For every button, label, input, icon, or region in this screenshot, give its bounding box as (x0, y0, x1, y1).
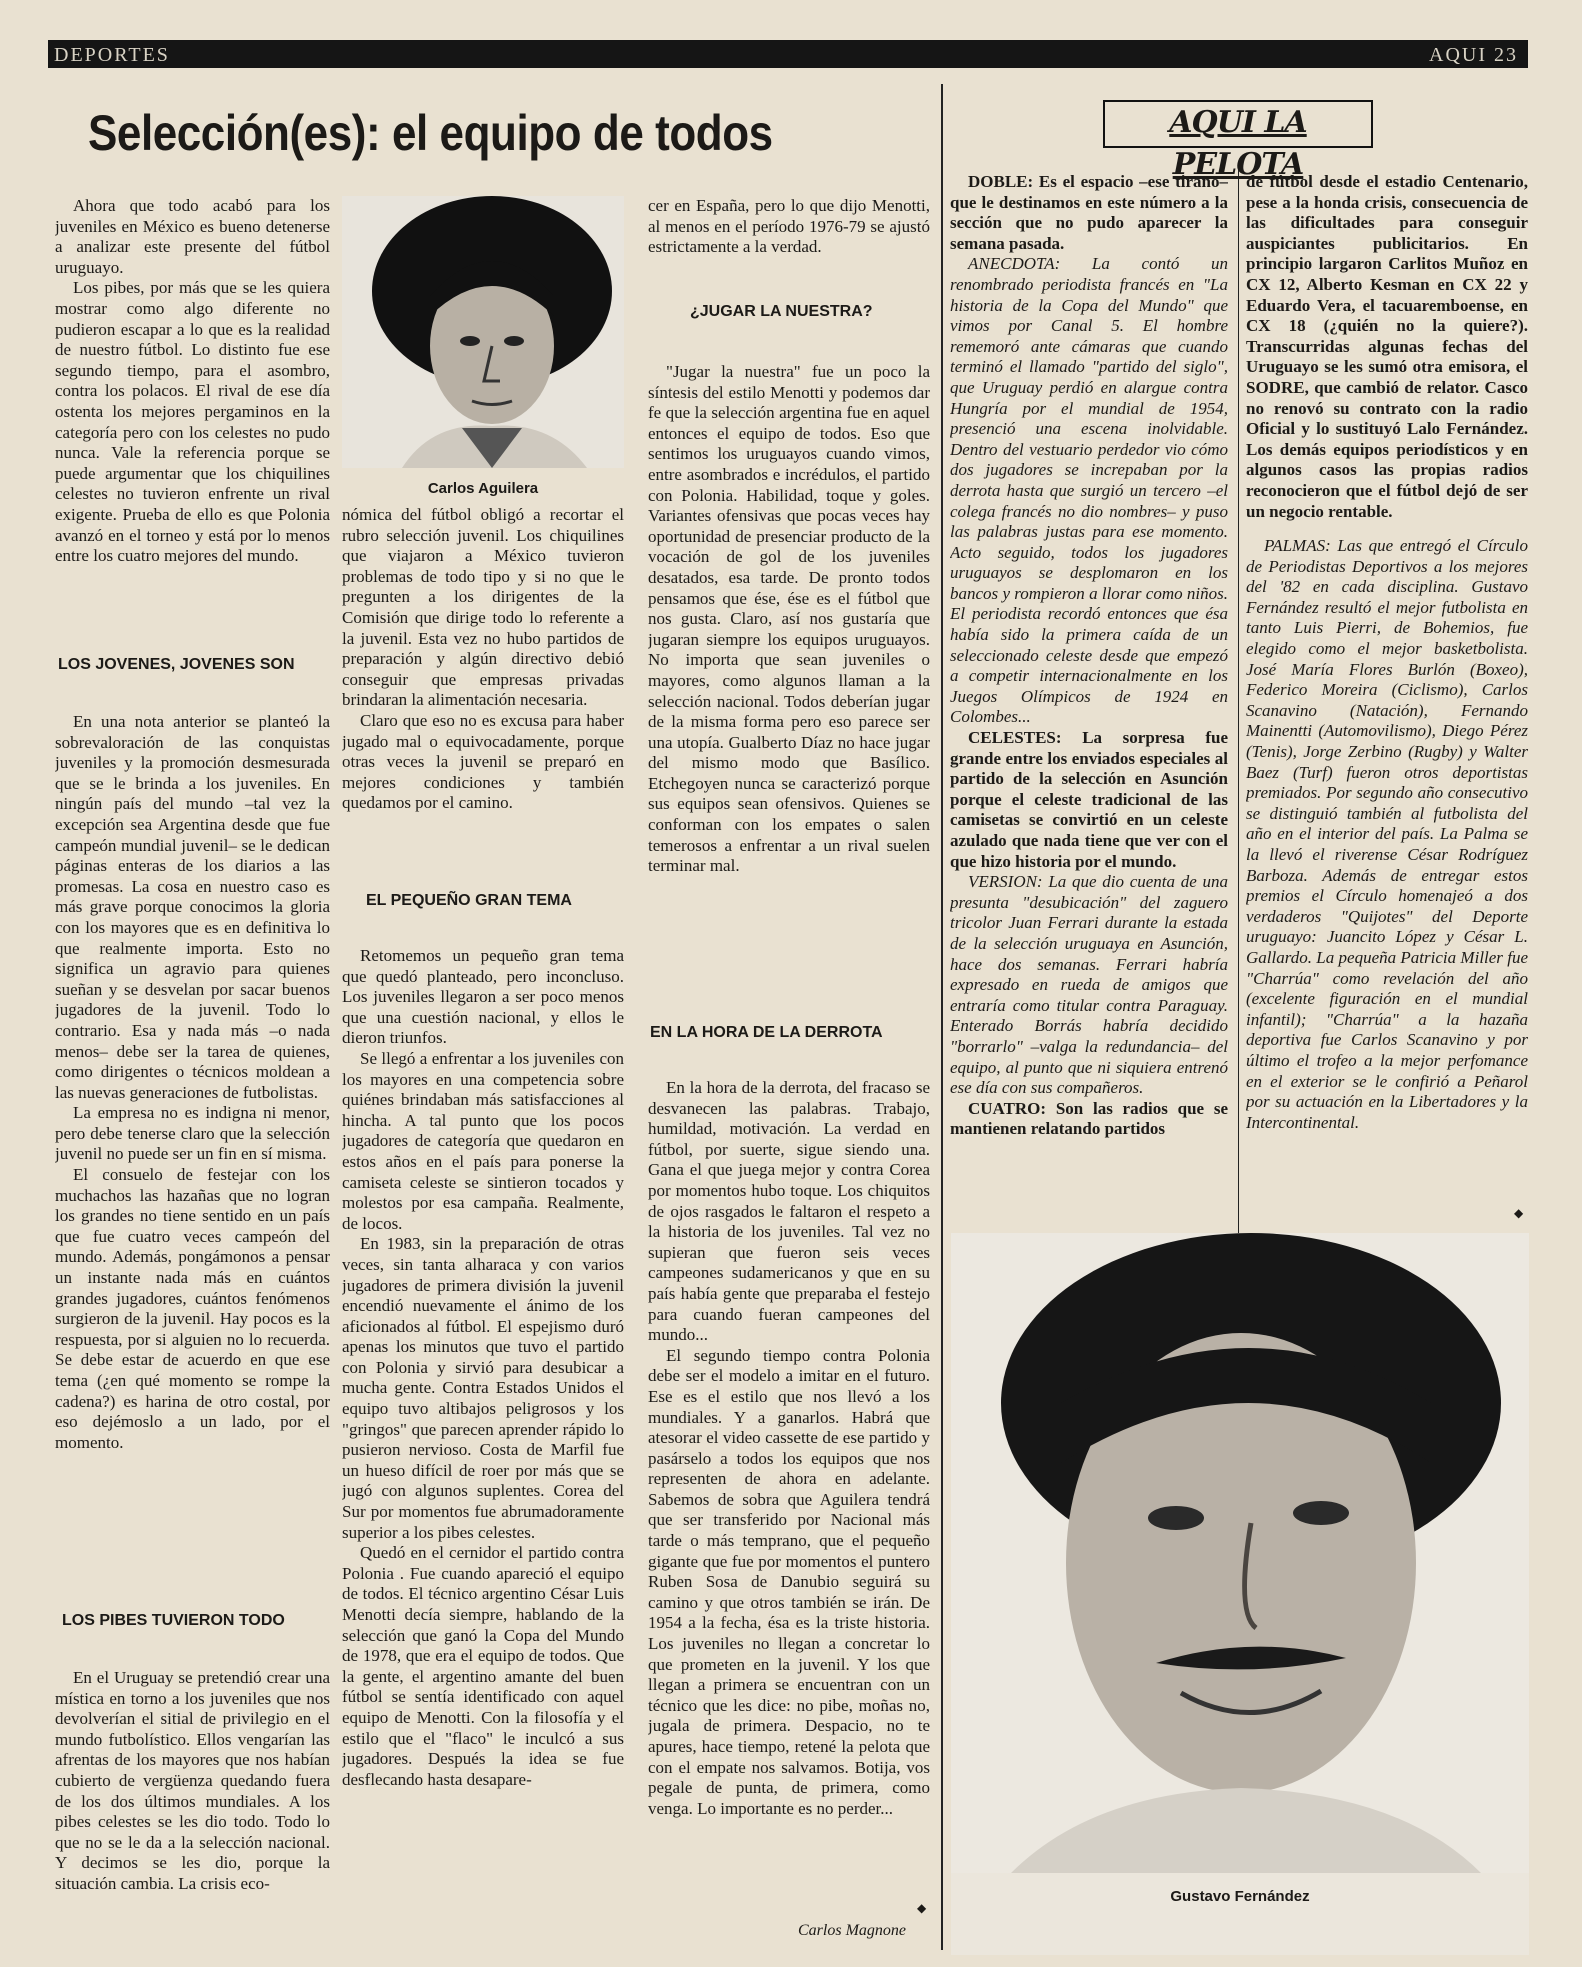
byline: Carlos Magnone (798, 1922, 906, 1939)
paragraph: "Jugar la nuestra" fue un poco la síntesis del estilo Menotti y podemos dar fe que la selección argentina fue en aquel entonces el equipo de todos. Eso que sentimos los uruguayos cuando vimos, entre asombrados e incrédulos, el partido con Polonia. Habilidad, toque y goles. Variantes ofensivas que pocas veces hay oportunidad de presenciar producto de la vocación de gol de los juveniles desatados, esa tarde. De pronto todos pensamos que ése, ése es el fútbol que nos gusta. Claro, así nos gustaría que jugaran siempre los equipos uruguayos. No importa que sean juveniles o mayores, como algunos llaman a la selección nacional. Todos deberían jugar de la misma forma pero eso parece ser una utopía. Gualberto Díaz no hace jugar del mismo modo que Basílico. Etchegoyen nunca se caracterizó porque sus equipos sean ofensivos. Quienes se conforman con los empates o salen temerosos a enfrentar a un rival suelen terminar mal. (648, 362, 930, 876)
article-column-1-bottom (55, 1668, 330, 1940)
sidebar-column-2 (1246, 172, 1528, 1212)
end-mark-icon: ◆ (917, 1901, 927, 1915)
article-title: Selección(es): el equipo de todos (88, 105, 773, 161)
column-divider (941, 84, 943, 1950)
article-column-1-top (55, 196, 330, 616)
sidebar-item: VERSION: La que dio cuenta de una presunta "desubicación" del zaguero tricolor Juan Ferrari durante la estada de la selección uruguaya en Asunción, hace dos semanas. Ferrari habría expresado en rueda de amigos que entraría como titular contra Paraguay. Enterado Borrás habría decidido "borrarlo" –valga la redundancia– del equipo, al punto que ni siquiera entrenó ese día con sus compañeros. (950, 872, 1228, 1098)
photo-gustavo-fernandez (951, 1233, 1529, 1955)
page-number: AQUI 23 (1429, 44, 1518, 66)
sidebar-column-divider (1238, 168, 1239, 1236)
sidebar-item: de fútbol desde el estadio Centenario, pese a la honda crisis, consecuencia de las dificultades para conseguir auspiciantes publicitarios. En principio largaron Carlitos Muñoz en CX 12, Alberto Kesman en CX 22 y Eduardo Vera, el tacuaremboense, en CX 18 (¿quién no la quiere?). Transcurridas algunas fechas del Uruguayo se les sumó otra emisora, el SODRE, que cambió de relator. Casco no renovó su contrato con la radio Oficial y lo sustituyó Lalo Fernández. Los demás equipos periodísticos y en algunos casos las propias radios reconocieron que el fútbol dejó de ser un negocio rentable. (1246, 172, 1528, 521)
subheading: EN LA HORA DE LA DERROTA (650, 1024, 883, 1041)
subheading: EL PEQUEÑO GRAN TEMA (366, 892, 572, 909)
article-column-1-mid (55, 712, 330, 1592)
sidebar-column-1 (950, 172, 1228, 1222)
article-column-3-top (648, 196, 930, 281)
paragraph: En una nota anterior se planteó la sobrevaloración de las conquistas juveniles y la promoción desmesurada que se le brinda a los juveniles. En ningún país del mundo –tal vez la excepción sea Argentina desde que fue campeón mundial juvenil– se le dedican páginas enteras de los diarios a las promesas. La cosa en nuestro caso es más grave porque conocimos la gloria con los mayores que es en definitiva lo que realmente importa. Esto no significa un agravio para quienes sueñan y se desvelan por sacar buenos jugadores de la juvenil. Todo lo contrario. Esa y nada más –o nada menos– debe ser la tarea de quienes, como dirigentes o técnicos moldean a las nuevas generaciones de futbolistas. (55, 712, 330, 1102)
article-column-3-mid (648, 362, 930, 960)
paragraph: Claro que eso no es excusa para haber jugado mal o equivocadamente, porque otras veces la juvenil se preparó en mejores condiciones y también quedamos por el camino. (342, 710, 624, 813)
paragraph: Retomemos un pequeño gran tema que quedó planteado, pero inconcluso. Los juveniles llegaron a ser poco menos que una cuestión nacional, y ellos le dieron triunfos. (342, 946, 624, 1048)
photo-carlos-aguilera (342, 196, 624, 468)
header-bar (48, 40, 1528, 68)
paragraph: El segundo tiempo contra Polonia debe ser el modelo a imitar en el futuro. Ese es el estilo que nos llevó a los mundiales. Y a ganarlos. Habrá que atesorar el video cassette de ese partido y pasárselo a todos los equipos que nos representen de ahora en adelante. Sabemos de sobra que Aguilera tendrá que ser transferido por Nacional más tarde o más temprano, que el pequeño gigante que fue por momentos el puntero Ruben Sosa de Danubio seguirá su camino y que otros también se irán. De 1954 a la fecha, ésa es la triste historia. Los juveniles no llegan a concretar lo que prometen en la juvenil. Y los que llegan a primera se encuentran con un técnico que les dice: no pibe, moñas no, jugala de primera. Despacio, no te apures, hace tiempo, retené la pelota que con el empate nos salvamos. Botija, vos pegale de punta, de primera, como venga. Lo importante es no perder... (648, 1345, 930, 1818)
portrait-image (951, 1233, 1529, 1873)
end-mark-icon: ◆ (1514, 1206, 1524, 1220)
paragraph: Los pibes, por más que se les quiera mostrar como algo diferente no pudieron escapar a lo que es la realidad de nuestro fútbol. Lo distinto fue ese segundo tiempo, para el asombro, contra los polacos. El rival de ese día ostenta los mejores pergaminos en la categoría pero con los celestes no pudo nunca. Vale la referencia porque se puede argumentar que los chiquilines celestes no tuvieron enfrente un rival exigente. Prueba de ello es que Polonia avanzó en el torneo y está por lo menos entre los cuatro mejores del mundo. (55, 278, 330, 566)
paragraph: La empresa no es indigna ni menor, pero debe tenerse claro que la selección juvenil no puede ser un fin en sí misma. (55, 1103, 330, 1164)
paragraph: En la hora de la derrota, del fracaso se desvanecen las palabras. Trabajo, humildad, motivación. La verdad en fútbol, por suerte, sigue siendo una. Gana el que juega mejor y contra Corea por momentos hubo toque. Los chiquitos de ojos rasgados le faltaron el respeto a la historia de los juveniles. Tal vez no supieran que fueron seis veces campeones sudamericanos y que en su país había gente que preparaba el festejo para cuando fueran campeones del mundo... (648, 1078, 930, 1345)
paragraph: nómica del fútbol obligó a recortar el rubro selección juvenil. Los chiquilines que viajaron a México tuvieron problemas de todo tipo y si no que le pregunten a los dirigentes de la Comisión que dirige todo lo referente a la juvenil. Esta vez no hubo partidos de preparación y algún directivo debió conseguir que empresas privadas brindaran la alimentación necesaria. (342, 505, 624, 710)
paragraph: Se llegó a enfrentar a los juveniles con los mayores en una competencia sobre quiénes brindaban más satisfacciones al hincha. A tal punto que los pocos jugadores de categoría que quedaron en estos años en el país para ponerse la camiseta celeste se sintieron tocados y molestos por esa campaña. Realmente, de locos. (342, 1048, 624, 1233)
photo-caption: Carlos Aguilera (427, 480, 539, 497)
sidebar-item: DOBLE: Es el espacio –ese tirano– que le destinamos en este número a la sección que no pudo aparecer la semana pasada. (950, 172, 1228, 253)
paragraph: Ahora que todo acabó para los juveniles en México es bueno detenerse a analizar este presente del fútbol uruguayo. (55, 196, 330, 277)
paragraph: cer en España, pero lo que dijo Menotti, al menos en el período 1976-79 se ajustó estrictamente a la verdad. (648, 196, 930, 257)
sidebar-item: PALMAS: Las que entregó el Círculo de Periodistas Deportivos a los mejores del '82 en cada disciplina. Gustavo Fernández resultó el mejor futbolista en tanto Luis Pierri, de Bohemios, fue elegido como el mejor basketbolista. José María Flores Burlón (Boxeo), Federico Moreira (Ciclismo), Carlos Scanavino (Natación), Fernando Mainentti (Automovilismo), Diego Pérez (Tenis), Jorge Zerbino (Rugby) y Walter Baez (Turf) fueron otros deportistas premiados. Por segundo año consecutivo se distinguió también al futbolista del año en el interior del país. La Palma se la llevó el riverense César Rodríguez Barboza. Además de entregar estos premios el Círculo homenajeó a dos verdaderos "Quijotes" del Deporte uruguayo: Juancito López y César L. Gallardo. La pequeña Patricia Miller fue "Charrúa" como revelación del año (excelente figuración en el mundial infantil); "Charrúa" a la hazaña deportiva fue Carlos Scanavino y por último el trofeo a la mejor perfomance en el exterior se le confirió a Peñarol por su actuación en la Libertadores y la Intercontinental. (1246, 536, 1528, 1132)
sidebar-item: CUATRO: Son las radios que se mantienen relatando partidos (950, 1098, 1228, 1139)
article-column-3-bottom (648, 1078, 930, 1920)
paragraph: En 1983, sin la preparación de otras veces, sin tanta alharaca y con varios jugadores de primera división la juvenil encendió nuevamente el ánimo de los aficionados al fútbol. El espejismo duró apenas los minutos que tuvo el partido con Polonia y sirvió para desubicar a mucha gente. Contra Estados Unidos el equipo tuvo altibajos peligrosos y los "gringos" que parecen aprender rápido lo pusieron nervioso. Costa de Marfil fue un hueso difícil de roer por más que se jugó con algunos suplentes. Corea del Sur por momentos fue abrumadoramente superior a los pibes celestes. (342, 1234, 624, 1542)
article-column-2-top (342, 505, 624, 860)
article-column-2-bottom (342, 946, 624, 1941)
paragraph: El consuelo de festejar con los muchachos las hazañas que no logran los grandes no tiene sentido en un país que fue cuatro veces campeón del mundo. Además, pongámonos a pensar un instante nada más en cuántos grandes jugadores, cuántos fenómenos surgieron de la juvenil. Hay pocos es la respuesta, por si alguien no lo recuerda. Se debe estar de acuerdo en que ese tema (¿en qué momento se rompe la cadena?) es harina de otro costal, por eso dejémoslo a un lado, por el momento. (55, 1165, 330, 1452)
subheading: LOS PIBES TUVIERON TODO (62, 1612, 285, 1629)
paragraph: Quedó en el cernidor el partido contra Polonia . Fue cuando apareció el equipo de todos. El técnico argentino César Luis Menotti decía siempre, hablando de la selección que ganó la Copa del Mundo de 1978, que era el equipo de todos. Que la gente, el argentino amante del buen fútbol se sentía identificado con aquel equipo de Menotti. Con la filosofía y el estilo que el "flaco" le inculcó a sus jugadores. Después la idea se fue desflecando hasta desapare- (342, 1543, 624, 1789)
paragraph: En el Uruguay se pretendió crear una mística en torno a los juveniles que nos devolverían el sitial de privilegio en el mundo futbolístico. Ellos vengarían las afrentas de los mayores que nos habían cubierto de vergüenza quedando fuera de los dos últimos mundiales. A los pibes celestes se les dio todo. Todo lo que no se le da a la selección nacional. Y decimos se les dio, porque la situación cambia. La crisis eco- (55, 1668, 330, 1893)
subheading: LOS JOVENES, JOVENES SON (58, 656, 295, 673)
portrait-image (342, 196, 624, 468)
section-logo: AQUI LA PELOTA (1103, 100, 1373, 148)
sidebar-item: CELESTES: La sorpresa fue grande entre los enviados especiales al partido de la selección en Asunción porque el celeste tradicional de las camisetas se convirtió en un celeste azulado que nada tiene que ver con el que hizo historia por el mundo. (950, 728, 1228, 871)
subheading: ¿JUGAR LA NUESTRA? (690, 303, 873, 320)
photo-caption: Gustavo Fernández (1170, 1888, 1310, 1905)
sidebar-item: ANECDOTA: La contó un renombrado periodista francés en "La historia de la Copa del Mundo" que vimos por Canal 5. El hombre rememoró ante cámaras que cuando terminó el llamado "partido del siglo", que Uruguay perdió en alargue contra Hungría por el mundial de 1954, presenció una escena inolvidable. Dentro del vestuario perdedor vio cómo dos jugadores se increpaban por la derrota hasta que surgió un tercero –el colega francés no dio nombres– y puso las palabras justas para ese momento. Acto seguido, todos los jugadores uruguayos se desplomaron en los bancos y rompieron a llorar como niños. El periodista recordó entonces que ésa había sido la primera caída de un seleccionado celeste desde que empezó a competir internacionalmente en los Juegos Olímpicos de 1924 en Colombes... (950, 254, 1228, 727)
section-name: DEPORTES (54, 44, 170, 66)
